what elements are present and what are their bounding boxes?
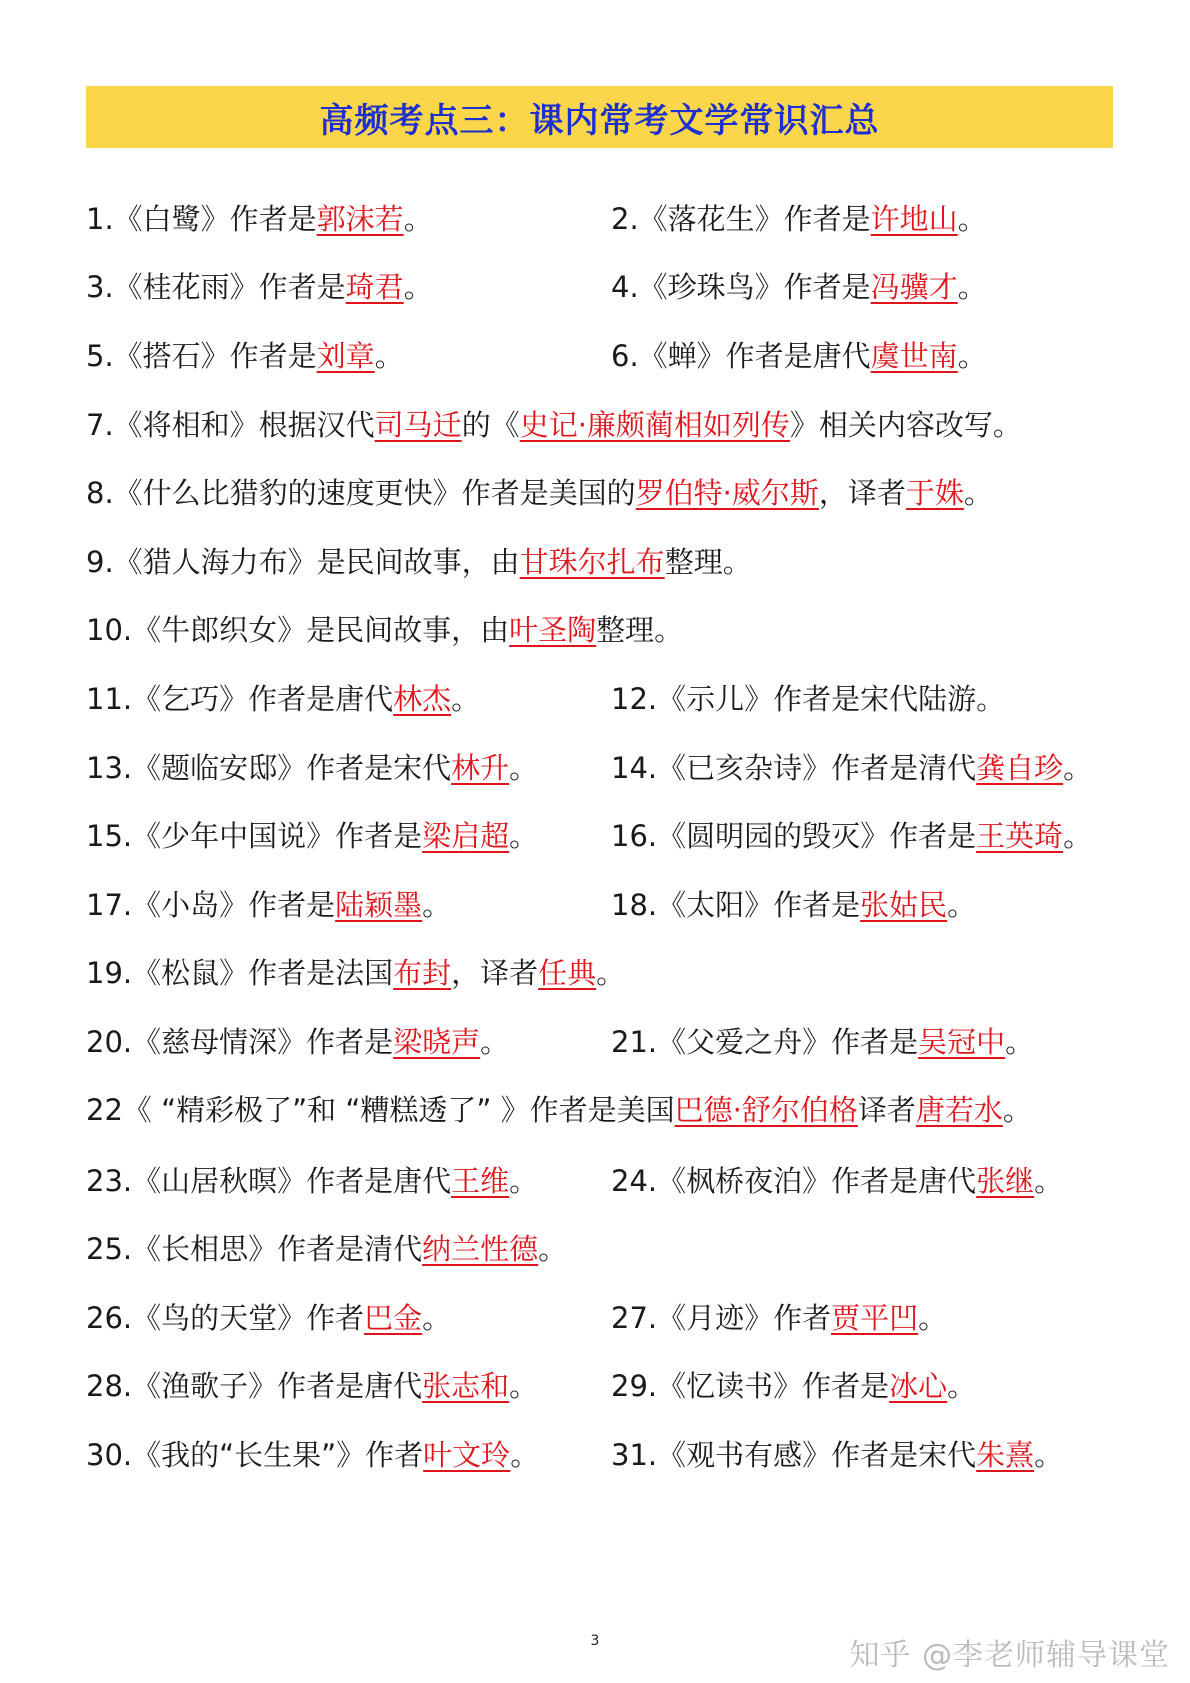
item-text: 12.《示儿》作者是宋代陆游。: [611, 681, 1006, 716]
item-text: 译者: [857, 1092, 916, 1127]
answer-text: 虞世南: [870, 338, 958, 373]
answer-text: 叶圣陶: [509, 613, 597, 648]
item-text: 19.《松鼠》作者是法国: [86, 956, 394, 991]
item-text: 。: [422, 887, 452, 922]
list-row: [86, 663, 1126, 732]
item-text: 22《 “精彩极了”和 “糟糕透了” 》作者是美国: [86, 1092, 675, 1127]
item-text: 16.《圆明园的毁灭》作者是: [611, 819, 977, 854]
list-item: [611, 677, 1005, 718]
answer-text: 罗伯特·威尔斯: [635, 476, 819, 511]
list-item: [611, 1433, 1063, 1474]
item-text: 。: [957, 338, 987, 373]
item-text: 》相关内容改写。: [789, 407, 1022, 442]
answer-text: 刘章: [316, 338, 375, 373]
list-item: [86, 883, 611, 924]
list-row: [86, 183, 1126, 252]
answer-text: 龚自珍: [976, 750, 1064, 785]
list-row: [86, 938, 1126, 1007]
list-row: [86, 1282, 1126, 1351]
item-text: 。: [947, 887, 977, 922]
item-text: 。: [1005, 1024, 1035, 1059]
answer-text: 冰心: [889, 1369, 948, 1404]
answer-text: 司马迁: [374, 407, 462, 442]
title-banner: [86, 86, 1113, 148]
watermark: 知乎 @李老师辅导课堂: [849, 1638, 1170, 1673]
item-text: 21.《父爱之舟》作者是: [611, 1024, 919, 1059]
item-text: 24.《枫桥夜泊》作者是唐代: [611, 1163, 977, 1198]
item-text: 1.《白鹭》作者是: [86, 201, 317, 236]
list-item: [611, 1296, 947, 1337]
list-item: [86, 471, 993, 512]
item-text: 23.《山居秋暝》作者是唐代: [86, 1163, 452, 1198]
item-text: 。: [509, 819, 539, 854]
list-row: [86, 1351, 1126, 1420]
list-row: [86, 457, 1126, 526]
item-text: 。: [957, 270, 987, 305]
answer-text: 梁晓声: [393, 1024, 481, 1059]
item-text: 。: [403, 201, 433, 236]
item-text: 整理。: [664, 544, 752, 579]
list-row: [86, 526, 1126, 595]
answer-text: 陆颖墨: [335, 887, 423, 922]
item-text: 。: [1002, 1092, 1032, 1127]
answer-text: 吴冠中: [918, 1024, 1006, 1059]
list-row: [86, 1145, 1126, 1214]
answer-text: 纳兰性德: [422, 1232, 539, 1267]
item-text: 27.《月迹》作者: [611, 1300, 832, 1335]
list-item: [86, 1296, 611, 1337]
answer-text: 布封: [393, 956, 452, 991]
item-text: 。: [509, 1163, 539, 1198]
item-text: 。: [1034, 1163, 1064, 1198]
item-text: 。: [422, 1300, 452, 1335]
answer-text: 许地山: [870, 201, 958, 236]
answer-text: 林杰: [393, 681, 452, 716]
item-text: 。: [1034, 1437, 1064, 1472]
list-row: [86, 732, 1126, 801]
list-row: [86, 800, 1126, 869]
list-item: [611, 1020, 1034, 1061]
list-item: [86, 265, 611, 306]
item-text: 。: [374, 338, 404, 373]
answer-text: 林升: [451, 750, 510, 785]
item-text: 26.《鸟的天堂》作者: [86, 1300, 365, 1335]
item-text: 。: [918, 1300, 948, 1335]
item-text: 。: [947, 1369, 977, 1404]
item-text: 。: [509, 750, 539, 785]
list-item: [611, 197, 987, 238]
list-item: [86, 814, 611, 855]
item-text: 13.《题临安邸》作者是宋代: [86, 750, 452, 785]
answer-text: 甘珠尔扎布: [519, 544, 665, 579]
list-item: [86, 1075, 1032, 1145]
answer-text: 张继: [976, 1163, 1035, 1198]
list-row: [86, 1006, 1126, 1075]
list-row: [86, 1075, 1116, 1145]
list-item: [86, 540, 752, 581]
list-item: [86, 1159, 611, 1200]
item-text: 。: [480, 1024, 510, 1059]
list-item: [86, 197, 611, 238]
item-text: 7.《将相和》根据汉代: [86, 407, 375, 442]
list-item: [86, 951, 625, 992]
answer-text: 琦君: [345, 270, 404, 305]
item-text: 18.《太阳》作者是: [611, 887, 861, 922]
item-text: 。: [509, 1369, 539, 1404]
answer-text: 叶文玲: [423, 1437, 511, 1472]
answer-text: 朱熹: [976, 1437, 1035, 1472]
list-item: [86, 608, 683, 649]
item-text: 。: [596, 956, 626, 991]
answer-text: 梁启超: [422, 819, 510, 854]
item-text: 5.《搭石》作者是: [86, 338, 317, 373]
item-text: 。: [451, 681, 481, 716]
list-item: [611, 265, 987, 306]
list-item: [86, 334, 611, 375]
list-item: [86, 1433, 611, 1474]
page-title: 高频考点三：课内常考文学常识汇总: [319, 100, 880, 141]
list-item: [611, 746, 1092, 787]
answer-text: 王维: [451, 1163, 510, 1198]
item-text: 28.《渔歌子》作者是唐代: [86, 1369, 423, 1404]
list-item: [86, 1227, 567, 1268]
list-item: [86, 403, 1022, 444]
list-item: [611, 1364, 976, 1405]
list-row: [86, 1213, 1126, 1282]
answer-text: 史记·廉颇蔺相如列传: [519, 407, 790, 442]
item-text: 15.《少年中国说》作者是: [86, 819, 423, 854]
answer-text: 于姝: [905, 476, 964, 511]
list-row: [86, 389, 1126, 458]
item-text: 整理。: [596, 613, 684, 648]
answer-text: 贾平凹: [831, 1300, 919, 1335]
item-text: 4.《珍珠鸟》作者是: [611, 270, 871, 305]
answer-text: 张志和: [422, 1369, 510, 1404]
item-text: 14.《已亥杂诗》作者是清代: [611, 750, 977, 785]
list-row: [86, 1419, 1126, 1488]
answer-text: 巴金: [364, 1300, 423, 1335]
list-item: [86, 677, 611, 718]
page-number: 3: [590, 1633, 600, 1649]
item-text: 25.《长相思》作者是清代: [86, 1232, 423, 1267]
item-text: 20.《慈母情深》作者是: [86, 1024, 394, 1059]
item-text: 8.《什么比猎豹的速度更快》作者是美国的: [86, 476, 636, 511]
list-item: [86, 1364, 611, 1405]
item-text: 11.《乞巧》作者是唐代: [86, 681, 394, 716]
list-row: [86, 869, 1126, 938]
list-item: [86, 746, 611, 787]
item-text: 30.《我的“长生果”》作者: [86, 1437, 424, 1472]
list-item: [611, 334, 987, 375]
item-text: 31.《观书有感》作者是宋代: [611, 1437, 977, 1472]
list-item: [611, 814, 1092, 855]
list-row: [86, 252, 1126, 321]
answer-text: 冯骥才: [870, 270, 958, 305]
answer-text: 王英琦: [976, 819, 1064, 854]
item-text: 17.《小岛》作者是: [86, 887, 336, 922]
item-text: 6.《蝉》作者是唐代: [611, 338, 871, 373]
item-text: 3.《桂花雨》作者是: [86, 270, 346, 305]
answer-text: 张姑民: [860, 887, 948, 922]
item-text: 。: [1063, 819, 1093, 854]
item-text: ，译者: [818, 476, 906, 511]
list-row: [86, 320, 1126, 389]
list-item: [611, 1159, 1063, 1200]
item-text: 。: [403, 270, 433, 305]
item-text: ，译者: [451, 956, 539, 991]
list-item: [86, 1020, 611, 1061]
list-item: [611, 883, 976, 924]
knowledge-list: [86, 183, 1126, 1488]
answer-text: 巴德·舒尔伯格: [674, 1092, 858, 1127]
item-text: 。: [957, 201, 987, 236]
item-text: 2.《落花生》作者是: [611, 201, 871, 236]
answer-text: 任典: [538, 956, 597, 991]
item-text: 9.《猎人海力布》是民间故事，由: [86, 544, 520, 579]
item-text: 。: [510, 1437, 540, 1472]
item-text: 的《: [461, 407, 520, 442]
answer-text: 郭沫若: [316, 201, 404, 236]
item-text: 。: [1063, 750, 1093, 785]
list-row: [86, 595, 1126, 664]
item-text: 29.《忆读书》作者是: [611, 1369, 890, 1404]
answer-text: 唐若水: [915, 1092, 1003, 1127]
item-text: 。: [538, 1232, 568, 1267]
item-text: 。: [963, 476, 993, 511]
item-text: 10.《牛郎织女》是民间故事，由: [86, 613, 510, 648]
